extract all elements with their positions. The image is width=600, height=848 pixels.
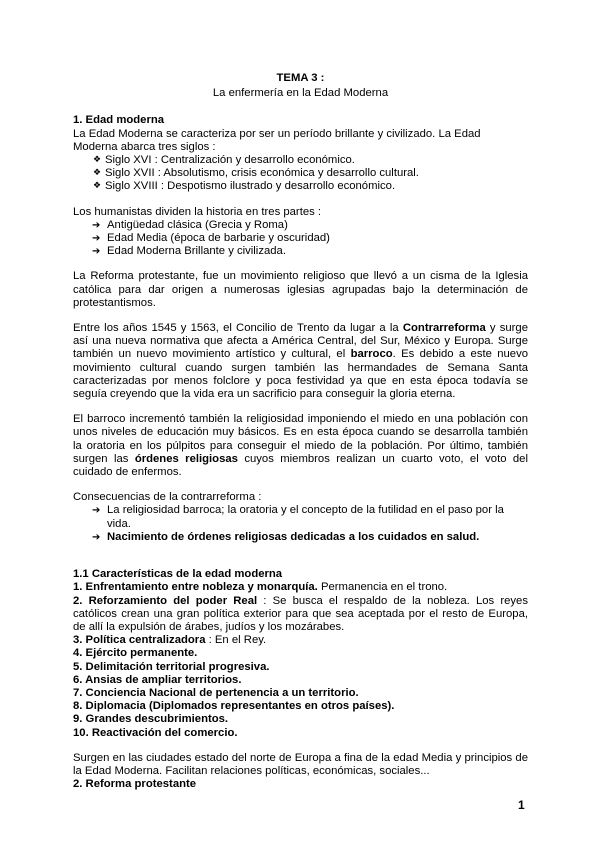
list-item: 3. Política centralizadora : En el Rey. — [73, 634, 267, 647]
list-item: ➔ Nacimiento de órdenes religiosas dedicadas a los cuidados en salud. — [93, 531, 528, 544]
list-item: ➔ Edad Moderna Brillante y civilizada. — [93, 245, 528, 258]
siglos-list — [73, 154, 528, 194]
document-subtitle: La enfermería en la Edad Moderna — [212, 87, 389, 100]
consecuencias-list — [73, 504, 528, 544]
document-title: TEMA 3 : — [276, 72, 325, 84]
section-heading: 1. Edad moderna — [73, 114, 165, 127]
paragraph: Consecuencias de la contrarreforma : — [73, 491, 262, 504]
list-item: 7. Conciencia Nacional de pertenencia a un territorio. — [73, 686, 359, 699]
list-item: 5. Delimitación territorial progresiva. — [73, 660, 270, 673]
document-page — [73, 72, 528, 791]
list-item: ❖ Siglo XVIII : Despotismo ilustrado y desarrollo económico. — [93, 180, 528, 193]
paragraph-trento: Entre los años 1545 y 1563, el Concilio de Trento da lugar a la Contrarreforma y surge así una nueva normativa que afecta a América Central, del Sur, México y Europa. Surge también un nuevo movimiento artístico y cultural, el barroco. Es debido a este nuevo movimiento cultural cuando surgen también las hermandades de Semana Santa caracterizadas por menos folclore y poca festividad ya que en esta época todavía se seguía creyendo que la vida era un sacrificio para conseguir la gloria eterna. — [73, 322, 529, 401]
list-item: ➔ Antigüedad clásica (Grecia y Roma) — [93, 219, 528, 232]
list-item: ❖ Siglo XVII : Absolutismo, crisis económica y desarrollo cultural. — [93, 167, 528, 180]
list-item: ➔ Edad Media (época de barbarie y oscuridad) — [93, 232, 528, 245]
partes-list — [73, 219, 528, 259]
list-item: 8. Diplomacia (Diplomados representantes en otros países). — [73, 700, 395, 713]
list-item: 1. Enfrentamiento entre nobleza y monarquía. Permanencia en el trono. — [73, 581, 448, 594]
paragraph: Los humanistas dividen la historia en tres partes : — [73, 205, 322, 218]
list-item: 10. Reactivación del comercio. — [73, 726, 238, 739]
list-item: ➔ La religiosidad barroca; la oratoria y el concepto de la futilidad en el paso por la vida. — [93, 504, 528, 530]
page-number: 1 — [518, 798, 525, 812]
list-item: 2. Reforzamiento del poder Real : Se busca el respaldo de la nobleza. Los reyes católicos crean una gran política exterior para que sea aceptada por el resto de Europa, de allí la expulsión de árabes, judíos y los mozárabes. — [73, 594, 528, 633]
list-item: 4. Ejército permanente. — [73, 647, 198, 660]
section-heading: 1.1 Características de la edad moderna — [73, 568, 283, 581]
list-item: 9. Grandes descubrimientos. — [73, 713, 229, 726]
section-heading: 2. Reforma protestante — [73, 778, 197, 791]
list-item: 6. Ansias de ampliar territorios. — [73, 673, 242, 686]
list-item: ❖ Siglo XVI : Centralización y desarrollo económico. — [93, 154, 528, 167]
paragraph: La Edad Moderna se caracteriza por ser un período brillante y civilizado. La Edad Moderna abarca tres siglos : — [73, 127, 481, 153]
paragraph: Surgen en las ciudades estado del norte de Europa a fina de la edad Media y principios de la Edad Moderna. Facilitan relaciones políticas, económicas, sociales... — [73, 751, 528, 777]
paragraph: La Reforma protestante, fue un movimiento religioso que llevó a un cisma de la Iglesia católica para dar origen a numerosas iglesias agrupadas bajo la determinación de protestantismos. — [73, 270, 528, 309]
paragraph-barroco: El barroco incrementó también la religiosidad imponiendo el miedo en una población con unos niveles de educación muy básicos. Es en esta época cuando se desarrolla también la oratoria en los púlpitos para conseguir el miedo de la población. Por último, también surgen las órdenes religiosas cuyos miembros realizan un cuarto voto, el voto del cuidado de enfermos. — [73, 413, 528, 479]
